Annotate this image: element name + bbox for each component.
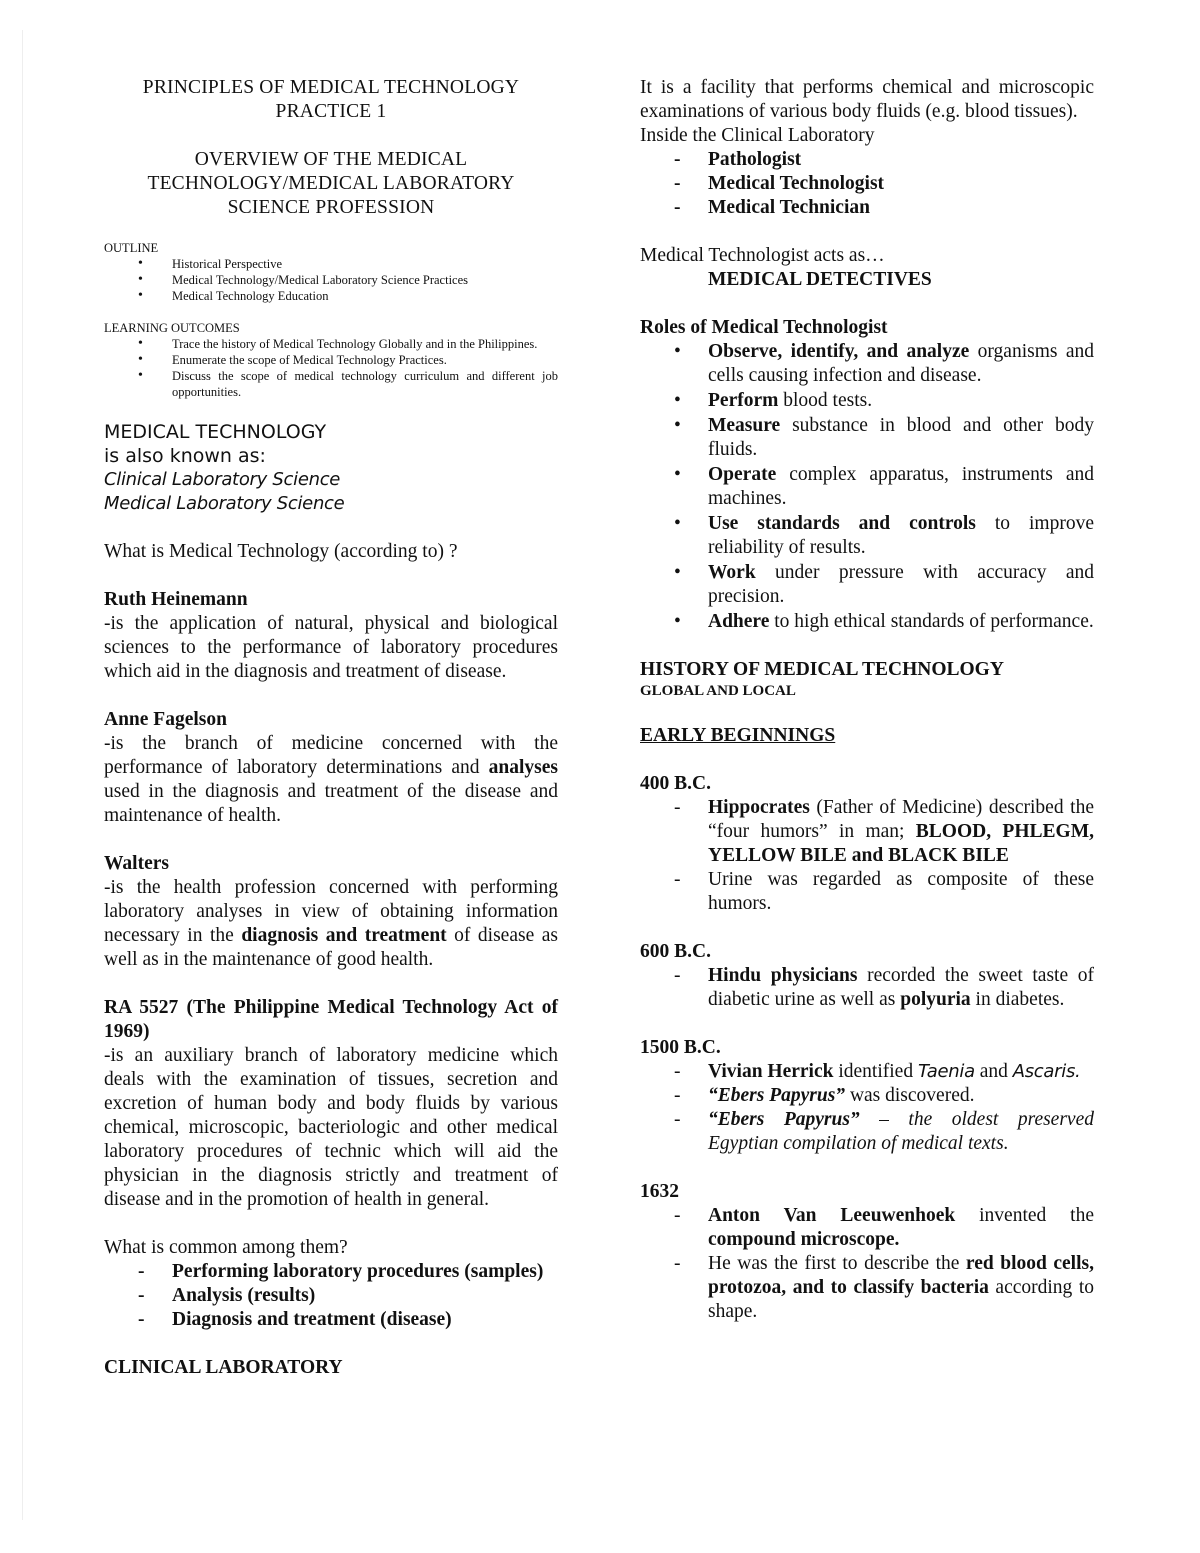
subtitle-line-1: OVERVIEW OF THE MEDICAL <box>194 149 468 170</box>
clinical-lab-heading: CLINICAL LABORATORY <box>104 1357 343 1378</box>
list-item <box>640 1204 1094 1252</box>
text-run-bold: “Ebers Papyrus” <box>708 1085 846 1106</box>
also-known-as: is also known as: <box>104 445 266 467</box>
list-item: • Enumerate the scope of Medical Technology Practices. <box>104 352 558 368</box>
text-run: recorded the sweet taste of diabetic urine as well as <box>708 965 1094 1010</box>
text-run-bold: Observe, identify, and analyze <box>708 341 970 362</box>
list-item <box>640 512 1094 560</box>
text-run: and <box>974 1061 1013 1082</box>
facility-definition: It is a facility that performs chemical and microscopic examinations of various body fluids (e.g. blood tissues). <box>640 77 1094 122</box>
list-item <box>640 1108 1094 1156</box>
text-run-bold: red blood cells, protozoa, and to classify bacteria <box>708 1253 1094 1298</box>
fagelson-definition <box>104 732 558 828</box>
list-item: • Medical Technology/Medical Laboratory Science Practices <box>104 272 558 288</box>
text-run-bold: analyses <box>488 757 558 778</box>
list-item <box>640 1252 1094 1324</box>
list-item: • Trace the history of Medical Technology Globally and in the Philippines. <box>104 336 558 352</box>
list-item <box>640 389 1094 413</box>
walters-name: Walters <box>104 853 169 874</box>
text-run: -is the health profession concerned with performing laboratory analyses in view of obtaining information necessary in the <box>104 877 558 946</box>
list-item <box>640 340 1094 388</box>
heinemann-definition: -is the application of natural, physical and biological sciences to the performance of laboratory procedures which aid in the diagnosis and treatment of disease. <box>104 613 558 682</box>
text-run-bold: Anton Van Leeuwenhoek <box>708 1205 956 1226</box>
text-run: substance in blood and other body fluids. <box>708 415 1094 460</box>
list-item <box>640 1060 1094 1084</box>
medical-detectives: MEDICAL DETECTIVES <box>708 269 932 290</box>
list-item: - Diagnosis and treatment (disease) <box>104 1308 558 1332</box>
text-run: used in the diagnosis and treatment of the disease and maintenance of health. <box>104 781 558 826</box>
text-run-bold: “Ebers Papyrus” <box>708 1109 860 1130</box>
text-run: identified <box>833 1061 918 1082</box>
list-item <box>640 1084 1094 1108</box>
heinemann-name: Ruth Heinemann <box>104 589 248 610</box>
list-1632 <box>640 1204 1094 1324</box>
text-run-italic: Taenia <box>917 1061 975 1082</box>
text-run: was discovered. <box>845 1085 975 1106</box>
alias-medical: Medical Laboratory Science <box>104 493 345 514</box>
document-title-line-1: PRINCIPLES OF MEDICAL TECHNOLOGY <box>142 77 520 98</box>
walters-definition <box>104 876 558 972</box>
list-600bc <box>640 964 1094 1012</box>
right-column <box>640 76 1094 1324</box>
outline-list <box>104 256 558 304</box>
alias-clinical: Clinical Laboratory Science <box>104 469 341 490</box>
history-subheading: GLOBAL AND LOCAL <box>640 683 796 699</box>
page-edge-line <box>22 30 23 1520</box>
text-run: according to shape. <box>708 1277 1094 1322</box>
left-column <box>104 76 558 1380</box>
year-600bc: 600 B.C. <box>640 941 711 962</box>
subtitle-line-2: TECHNOLOGY/MEDICAL LABORATORY <box>147 173 515 194</box>
list-item <box>640 463 1094 511</box>
acts-as: Medical Technologist acts as… <box>640 245 885 266</box>
text-run-bold: Measure <box>708 415 781 436</box>
list-item <box>640 610 1094 634</box>
learning-outcomes-list <box>104 336 558 400</box>
fagelson-name: Anne Fagelson <box>104 709 227 730</box>
document-title-line-2: PRACTICE 1 <box>275 101 387 122</box>
text-run-bold: Operate <box>708 464 777 485</box>
text-run: to improve reliability of results. <box>708 513 1094 558</box>
list-item <box>640 796 1094 868</box>
ra5527-name: RA 5527 (The Philippine Medical Technology Act of 1969) <box>104 997 558 1042</box>
text-run: blood tests. <box>778 390 873 411</box>
list-item: - Medical Technologist <box>640 172 1094 196</box>
list-1500bc <box>640 1060 1094 1156</box>
outline-label: OUTLINE <box>104 241 159 255</box>
common-list <box>104 1260 558 1332</box>
history-heading: HISTORY OF MEDICAL TECHNOLOGY <box>640 659 1004 680</box>
list-item: - Performing laboratory procedures (samples) <box>104 1260 558 1284</box>
list-item: • Discuss the scope of medical technology curriculum and different job opportunities. <box>104 368 558 400</box>
list-400bc <box>640 796 1094 916</box>
text-run: invented the <box>955 1205 1095 1226</box>
text-run: of disease as well as in the maintenance of good health. <box>104 925 558 970</box>
text-run-bold: Work <box>708 562 756 583</box>
list-item: - Medical Technician <box>640 196 1094 220</box>
text-run: under pressure with accuracy and precision. <box>708 562 1094 607</box>
text-run-italic: – the oldest preserved Egyptian compilation of medical texts. <box>708 1109 1094 1154</box>
list-item <box>640 414 1094 462</box>
list-item: - Urine was regarded as composite of these humors. <box>640 868 1094 916</box>
year-1500bc: 1500 B.C. <box>640 1037 721 1058</box>
inside-label: Inside the Clinical Laboratory <box>640 125 875 146</box>
text-run-bold: BLOOD, PHLEGM, YELLOW BILE and BLACK BILE <box>708 821 1094 866</box>
text-run-bold: Adhere <box>708 611 770 632</box>
list-item: • Medical Technology Education <box>104 288 558 304</box>
list-item: - Pathologist <box>640 148 1094 172</box>
text-run: -is the branch of medicine concerned with the performance of laboratory determinations and <box>104 733 558 778</box>
text-run-bold: Hippocrates <box>708 797 810 818</box>
list-item <box>640 561 1094 609</box>
text-run-bold: Vivian Herrick <box>708 1061 834 1082</box>
early-beginnings-heading: EARLY BEGINNINGS <box>640 725 836 746</box>
text-run-bold: Use standards and controls <box>708 513 976 534</box>
text-run: (Father of Medicine) described the “four humors” in man; <box>708 797 1094 842</box>
text-run-bold: Hindu physicians <box>708 965 858 986</box>
year-1632: 1632 <box>640 1181 679 1202</box>
text-run: complex apparatus, instruments and machines. <box>708 464 1094 509</box>
definition-question: What is Medical Technology (according to) ? <box>104 541 458 562</box>
text-run-bold: diagnosis and treatment <box>241 925 447 946</box>
text-run-bold: polyuria <box>900 989 971 1010</box>
inside-list <box>640 148 1094 220</box>
text-run-italic: Ascaris. <box>1012 1061 1081 1082</box>
text-run: organisms and cells causing infection and disease. <box>708 341 1095 386</box>
learning-outcomes-label: LEARNING OUTCOMES <box>104 321 240 335</box>
ra5527-definition: -is an auxiliary branch of laboratory medicine which deals with the examination of tissues, secretion and excretion of human body and body fluids by various chemical, microscopic, bacteriologic and other medical laboratory procedures of technic which will aid the physician in the diagnosis strictly and treatment of disease and in the promotion of health in general. <box>104 1045 558 1210</box>
subtitle-line-3: SCIENCE PROFESSION <box>227 197 435 218</box>
roles-heading: Roles of Medical Technologist <box>640 317 888 338</box>
text-run-bold: Perform <box>708 390 779 411</box>
text-run: He was the first to describe the <box>708 1253 966 1274</box>
list-item: - Analysis (results) <box>104 1284 558 1308</box>
text-run: in diabetes. <box>970 989 1065 1010</box>
medtech-heading: MEDICAL TECHNOLOGY <box>104 421 327 443</box>
list-item: • Historical Perspective <box>104 256 558 272</box>
common-question: What is common among them? <box>104 1237 348 1258</box>
roles-list <box>640 340 1094 634</box>
list-item <box>640 964 1094 1012</box>
text-run-bold: compound microscope. <box>708 1229 900 1250</box>
text-run: to high ethical standards of performance. <box>769 611 1094 632</box>
year-400bc: 400 B.C. <box>640 773 711 794</box>
